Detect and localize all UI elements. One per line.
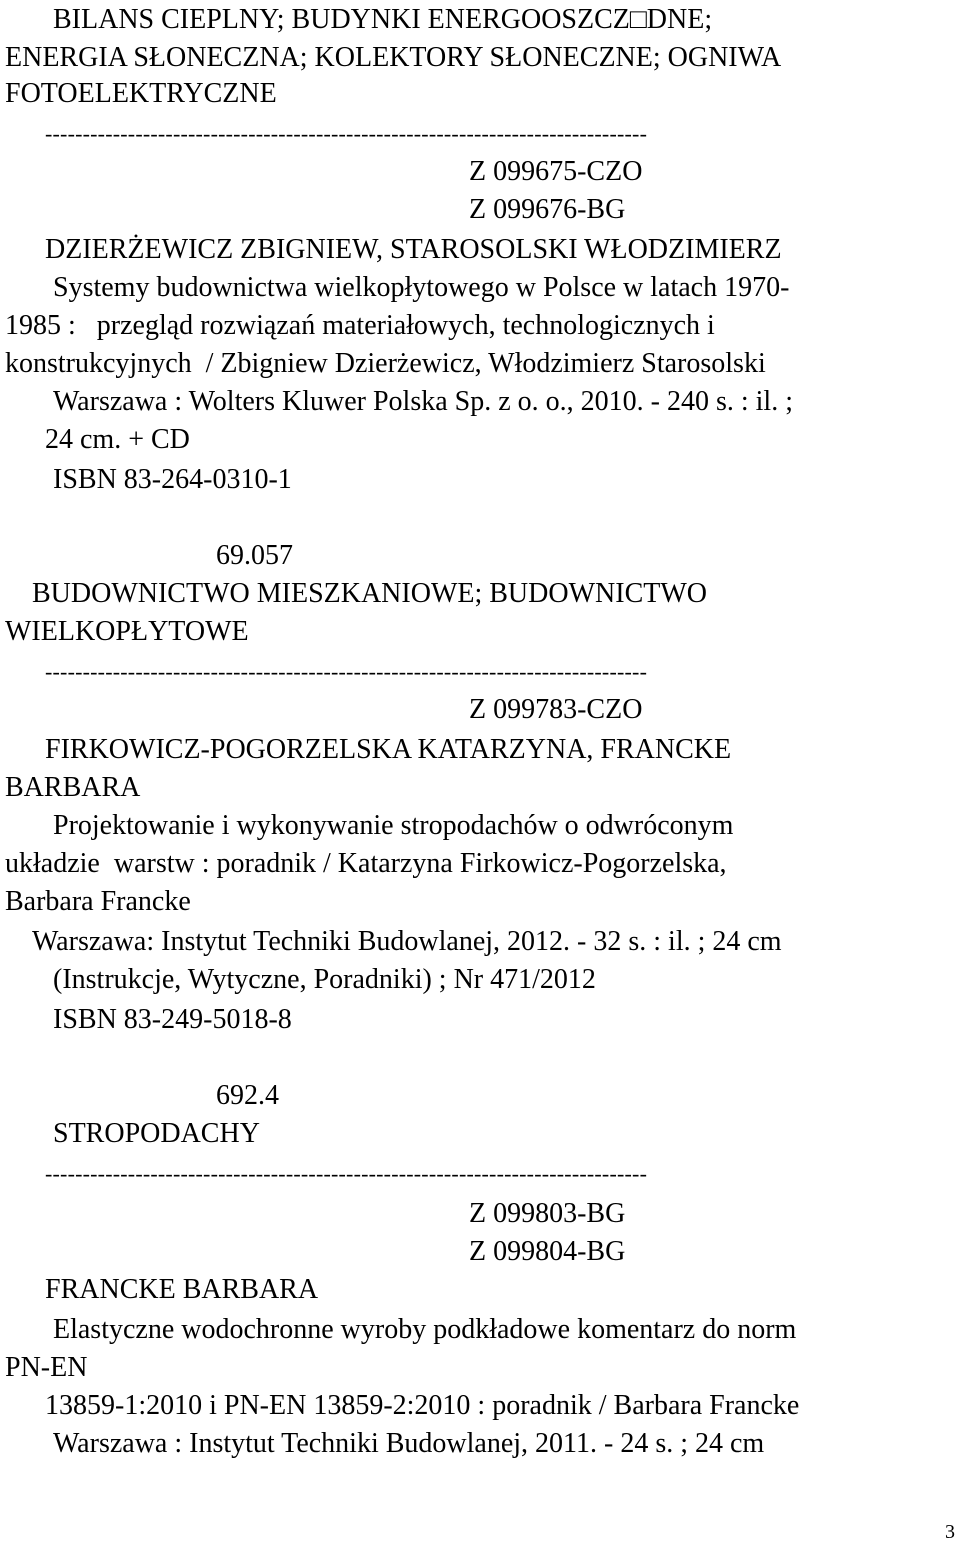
subject-heading-line: FOTOELEKTRYCZNE: [5, 78, 277, 109]
call-number: Z 099675-CZO: [469, 156, 643, 187]
call-number: Z 099783-CZO: [469, 694, 643, 725]
separator-line: --------------------------------------------------------------------------------: [45, 1161, 648, 1186]
call-number: Z 099676-BG: [469, 194, 626, 225]
isbn: ISBN 83-249-5018-8: [53, 1004, 292, 1035]
classification-number: 692.4: [216, 1080, 279, 1111]
classification-number: 69.057: [216, 540, 293, 571]
title-line: Systemy budownictwa wielkopłytowego w Polsce w latach 1970-: [53, 272, 790, 303]
imprint-line: Warszawa: Instytut Techniki Budowlanej, 2012. - 32 s. : il. ; 24 cm: [32, 926, 782, 957]
author-line: FIRKOWICZ-POGORZELSKA KATARZYNA, FRANCKE: [45, 734, 732, 765]
title-line: Elastyczne wodochronne wyroby podkładowe komentarz do norm: [53, 1314, 797, 1345]
title-line: Barbara Francke: [5, 886, 191, 917]
separator-line: --------------------------------------------------------------------------------: [45, 659, 648, 684]
author-line: DZIERŻEWICZ ZBIGNIEW, STAROSOLSKI WŁODZIMIERZ: [45, 234, 782, 265]
subject-heading-line: BUDOWNICTWO MIESZKANIOWE; BUDOWNICTWO: [32, 578, 707, 609]
separator-line: --------------------------------------------------------------------------------: [45, 121, 648, 146]
author-line: BARBARA: [5, 772, 141, 803]
title-line: konstrukcyjnych / Zbigniew Dzierżewicz, Włodzimierz Starosolski: [5, 348, 766, 379]
title-line: Projektowanie i wykonywanie stropodachów o odwróconym: [53, 810, 734, 841]
isbn: ISBN 83-264-0310-1: [53, 464, 292, 495]
imprint-line: Warszawa : Wolters Kluwer Polska Sp. z o. o., 2010. - 240 s. : il. ;: [53, 386, 793, 417]
subject-heading-line: STROPODACHY: [53, 1118, 260, 1149]
title-line: PN-EN: [5, 1352, 88, 1383]
title-line: 13859-1:2010 i PN-EN 13859-2:2010 : poradnik / Barbara Francke: [45, 1390, 800, 1421]
page-number: 3: [945, 1521, 955, 1543]
imprint-line: (Instrukcje, Wytyczne, Poradniki) ; Nr 471/2012: [53, 964, 596, 995]
subject-heading-line: ENERGIA SŁONECZNA; KOLEKTORY SŁONECZNE; OGNIWA: [5, 42, 782, 73]
imprint-line: 24 cm. + CD: [45, 424, 190, 455]
imprint-line: Warszawa : Instytut Techniki Budowlanej, 2011. - 24 s. ; 24 cm: [53, 1428, 765, 1459]
author-line: FRANCKE BARBARA: [45, 1274, 319, 1305]
subject-heading-line: WIELKOPŁYTOWE: [5, 616, 249, 647]
subject-heading-line: BILANS CIEPLNY; BUDYNKI ENERGOOSZCZ□DNE;: [53, 4, 713, 35]
call-number: Z 099803-BG: [469, 1198, 626, 1229]
call-number: Z 099804-BG: [469, 1236, 626, 1267]
title-line: 1985 : przegląd rozwiązań materiałowych, technologicznych i: [5, 310, 715, 341]
title-line: układzie warstw : poradnik / Katarzyna Firkowicz-Pogorzelska,: [5, 848, 727, 879]
